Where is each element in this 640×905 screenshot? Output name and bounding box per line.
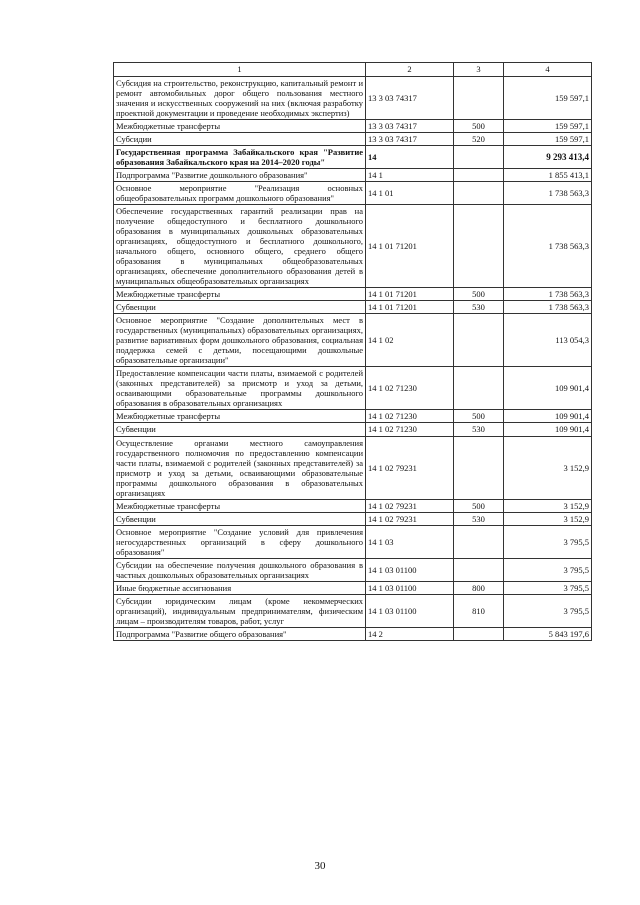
cell-name: Подпрограмма "Развитие общего образования" bbox=[114, 627, 366, 640]
table-row bbox=[114, 314, 592, 367]
cell-sum: 1 738 563,3 bbox=[504, 301, 592, 314]
cell-type bbox=[454, 205, 504, 288]
cell-type bbox=[454, 77, 504, 120]
cell-name: Основное мероприятие "Создание условий для привлечения негосударственных организаций в сферу дошкольного образования" bbox=[114, 525, 366, 558]
cell-type: 500 bbox=[454, 288, 504, 301]
cell-name: Межбюджетные трансферты bbox=[114, 499, 366, 512]
cell-sum: 3 152,9 bbox=[504, 499, 592, 512]
cell-name: Межбюджетные трансферты bbox=[114, 410, 366, 423]
table-row bbox=[114, 594, 592, 627]
cell-sum: 1 738 563,3 bbox=[504, 182, 592, 205]
cell-type bbox=[454, 525, 504, 558]
table-row bbox=[114, 436, 592, 499]
cell-code: 14 1 bbox=[366, 169, 454, 182]
table-row bbox=[114, 205, 592, 288]
column-header-name: 1 bbox=[114, 63, 366, 77]
table-row bbox=[114, 525, 592, 558]
cell-type: 530 bbox=[454, 423, 504, 436]
cell-name: Иные бюджетные ассигнования bbox=[114, 581, 366, 594]
table-row bbox=[114, 182, 592, 205]
cell-name: Субсидия на строительство, реконструкцию, капитальный ремонт и ремонт автомобильных дорог общего пользования местного значения и искусственных сооружений на них (включая разработку проектной документации и проведение необходимых экспертиз) bbox=[114, 77, 366, 120]
table-row bbox=[114, 288, 592, 301]
cell-type bbox=[454, 627, 504, 640]
cell-code: 14 1 01 71201 bbox=[366, 301, 454, 314]
cell-type bbox=[454, 146, 504, 169]
cell-code: 14 1 02 bbox=[366, 314, 454, 367]
table-row bbox=[114, 120, 592, 133]
cell-name: Субвенции bbox=[114, 301, 366, 314]
cell-name: Субсидии юридическим лицам (кроме некоммерческих организаций), индивидуальным предпринимателям, физическим лицам – производителям товаров, работ, услуг bbox=[114, 594, 366, 627]
cell-code: 14 1 02 71230 bbox=[366, 367, 454, 410]
table-row bbox=[114, 581, 592, 594]
cell-sum: 3 795,5 bbox=[504, 525, 592, 558]
cell-code: 14 1 03 01100 bbox=[366, 594, 454, 627]
table-row bbox=[114, 410, 592, 423]
cell-name: Субсидии на обеспечение получения дошкольного образования в частных дошкольных образовательных организациях bbox=[114, 558, 366, 581]
table-row bbox=[114, 499, 592, 512]
table-row bbox=[114, 169, 592, 182]
budget-table bbox=[113, 62, 592, 641]
table-row bbox=[114, 512, 592, 525]
table-row bbox=[114, 146, 592, 169]
cell-name: Обеспечение государственных гарантий реализации прав на получение общедоступного и бесплатного дошкольного образования в муниципальных дошкольных образовательных организациях, общедоступного и бесплатного дошкольного, начального общего, основного общего, среднего общего образования в муниципальных общеобразовательных организациях, обеспечение дополнительного образования детей в муниципальных общеобразовательных организациях bbox=[114, 205, 366, 288]
table-row bbox=[114, 367, 592, 410]
cell-sum: 109 901,4 bbox=[504, 367, 592, 410]
table-row bbox=[114, 558, 592, 581]
cell-code: 13 3 03 74317 bbox=[366, 133, 454, 146]
cell-sum: 159 597,1 bbox=[504, 77, 592, 120]
cell-type: 500 bbox=[454, 120, 504, 133]
cell-type: 520 bbox=[454, 133, 504, 146]
cell-code: 14 bbox=[366, 146, 454, 169]
cell-type: 530 bbox=[454, 301, 504, 314]
cell-sum: 3 152,9 bbox=[504, 436, 592, 499]
cell-sum: 159 597,1 bbox=[504, 120, 592, 133]
cell-type bbox=[454, 314, 504, 367]
cell-name: Межбюджетные трансферты bbox=[114, 288, 366, 301]
cell-sum: 1 738 563,3 bbox=[504, 288, 592, 301]
cell-sum: 113 054,3 bbox=[504, 314, 592, 367]
cell-sum: 3 795,5 bbox=[504, 594, 592, 627]
cell-name: Основное мероприятие "Создание дополнительных мест в государственных (муниципальных) образовательных организациях, развитие вариативных форм дошкольного образования, социальная поддержка семей с детьми, посещающими дошкольные образовательные организации" bbox=[114, 314, 366, 367]
cell-type: 500 bbox=[454, 499, 504, 512]
cell-name: Осуществление органами местного самоуправления государственного полномочия по предоставлению компенсации части платы, взимаемой с родителей (законных представителей) за присмотр и уход за детьми, осваивающими образовательные программы дошкольного образования в образовательных организациях bbox=[114, 436, 366, 499]
table-header-row bbox=[114, 63, 592, 77]
table-row bbox=[114, 423, 592, 436]
table-row bbox=[114, 627, 592, 640]
cell-code: 14 1 01 71201 bbox=[366, 288, 454, 301]
cell-type bbox=[454, 182, 504, 205]
cell-type: 810 bbox=[454, 594, 504, 627]
cell-code: 13 3 03 74317 bbox=[366, 120, 454, 133]
cell-sum: 3 795,5 bbox=[504, 558, 592, 581]
cell-name: Межбюджетные трансферты bbox=[114, 120, 366, 133]
cell-type bbox=[454, 367, 504, 410]
cell-code: 14 1 02 71230 bbox=[366, 410, 454, 423]
table-row bbox=[114, 77, 592, 120]
cell-sum: 3 152,9 bbox=[504, 512, 592, 525]
cell-code: 14 1 02 71230 bbox=[366, 423, 454, 436]
cell-code: 14 2 bbox=[366, 627, 454, 640]
cell-code: 14 1 02 79231 bbox=[366, 499, 454, 512]
cell-sum: 1 738 563,3 bbox=[504, 205, 592, 288]
cell-name: Предоставление компенсации части платы, взимаемой с родителей (законных представителей) за присмотр и уход за детьми, осваивающими образовательные программы дошкольного образования в образовательных организациях bbox=[114, 367, 366, 410]
cell-sum: 5 843 197,6 bbox=[504, 627, 592, 640]
cell-name: Субсидии bbox=[114, 133, 366, 146]
cell-code: 13 3 03 74317 bbox=[366, 77, 454, 120]
cell-sum: 159 597,1 bbox=[504, 133, 592, 146]
column-header-type: 3 bbox=[454, 63, 504, 77]
cell-name: Субвенции bbox=[114, 423, 366, 436]
cell-type: 800 bbox=[454, 581, 504, 594]
table-row bbox=[114, 133, 592, 146]
cell-sum: 109 901,4 bbox=[504, 423, 592, 436]
cell-name: Основное мероприятие "Реализация основных общеобразовательных программ дошкольного образования" bbox=[114, 182, 366, 205]
cell-type bbox=[454, 169, 504, 182]
cell-code: 14 1 01 71201 bbox=[366, 205, 454, 288]
cell-code: 14 1 03 bbox=[366, 525, 454, 558]
cell-name: Подпрограмма "Развитие дошкольного образования" bbox=[114, 169, 366, 182]
table-row bbox=[114, 301, 592, 314]
cell-code: 14 1 01 bbox=[366, 182, 454, 205]
cell-type: 530 bbox=[454, 512, 504, 525]
table-body bbox=[114, 77, 592, 641]
cell-sum: 9 293 413,4 bbox=[504, 146, 592, 169]
cell-name: Субвенции bbox=[114, 512, 366, 525]
cell-code: 14 1 03 01100 bbox=[366, 558, 454, 581]
column-header-code: 2 bbox=[366, 63, 454, 77]
cell-code: 14 1 03 01100 bbox=[366, 581, 454, 594]
column-header-sum: 4 bbox=[504, 63, 592, 77]
cell-name: Государственная программа Забайкальского края "Развитие образования Забайкальского края на 2014–2020 годы" bbox=[114, 146, 366, 169]
cell-sum: 3 795,5 bbox=[504, 581, 592, 594]
cell-code: 14 1 02 79231 bbox=[366, 512, 454, 525]
cell-type: 500 bbox=[454, 410, 504, 423]
page-number: 30 bbox=[314, 860, 326, 872]
cell-code: 14 1 02 79231 bbox=[366, 436, 454, 499]
cell-sum: 1 855 413,1 bbox=[504, 169, 592, 182]
cell-sum: 109 901,4 bbox=[504, 410, 592, 423]
cell-type bbox=[454, 558, 504, 581]
cell-type bbox=[454, 436, 504, 499]
